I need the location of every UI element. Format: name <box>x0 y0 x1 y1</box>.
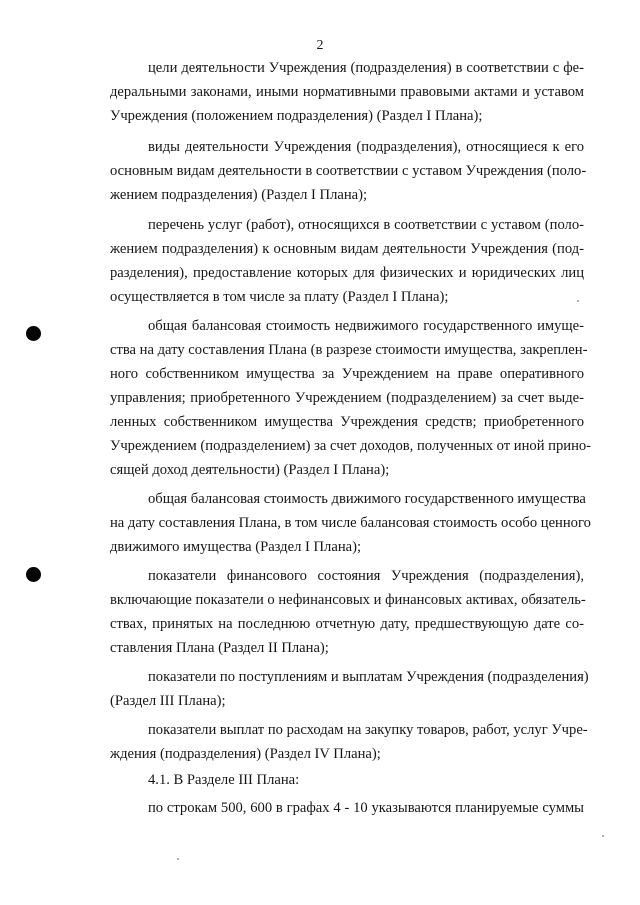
text-line: ставления Плана (Раздел II Плана); <box>110 640 329 656</box>
text-line: Учреждением (подразделением) за счет доходов, полученных от иной прино- <box>110 438 592 454</box>
text-line: Учреждения (положением подразделения) (Раздел I Плана); <box>110 108 483 124</box>
text-line: движимого имущества (Раздел I Плана); <box>110 539 362 555</box>
text-line: на дату составления Плана, в том числе балансовая стоимость особо ценного <box>110 515 591 531</box>
text-line: общая балансовая стоимость движимого государственного имущества <box>148 491 586 507</box>
punch-hole-top <box>26 326 41 341</box>
text-line: ного собственником имущества за Учреждением на праве оперативного <box>110 366 584 382</box>
text-line: ства на дату составления Плана (в разрезе стоимости имущества, закреплен- <box>110 342 588 358</box>
punch-hole-bottom <box>26 567 41 582</box>
text-line: показатели выплат по расходам на закупку товаров, работ, услуг Учре- <box>148 722 588 738</box>
text-line: основным видам деятельности в соответствии с уставом Учреждения (поло- <box>110 163 587 179</box>
text-line: деральными законами, иными нормативными правовыми актами и уставом <box>110 84 584 100</box>
scan-speck <box>602 835 604 837</box>
text-line: управления; приобретенного Учреждением (подразделением) за счет выде- <box>110 390 584 406</box>
text-line: по строкам 500, 600 в графах 4 - 10 указываются планируемые суммы <box>148 800 584 816</box>
text-line: перечень услуг (работ), относящихся в соответствии с уставом (поло- <box>148 217 584 233</box>
text-line: ствах, принятых на последнюю отчетную дату, предшествующую дате со- <box>110 616 584 632</box>
text-line: осуществляется в том числе за плату (Раздел I Плана); <box>110 289 449 305</box>
text-line: ждения (подразделения) (Раздел IV Плана); <box>110 746 381 762</box>
text-line: жением подразделения) (Раздел I Плана); <box>110 187 368 203</box>
text-line: виды деятельности Учреждения (подразделения), относящиеся к его <box>148 139 584 155</box>
text-line: показатели по поступлениям и выплатам Учреждения (подразделения) <box>148 669 589 685</box>
text-line: показатели финансового состояния Учреждения (подразделения), <box>148 568 584 584</box>
text-line: включающие показатели о нефинансовых и финансовых активах, обязатель- <box>110 592 586 608</box>
text-line: цели деятельности Учреждения (подразделения) в соответствии с фе- <box>148 60 584 76</box>
page-number: 2 <box>316 38 324 53</box>
scan-speck <box>177 858 179 860</box>
text-line: разделения), предоставление которых для физических и юридических лиц <box>110 265 584 281</box>
text-line: 4.1. В Разделе III Плана: <box>148 772 300 788</box>
text-line: ленных собственником имущества Учреждения средств; приобретенного <box>110 414 584 430</box>
text-line: (Раздел III Плана); <box>110 693 226 709</box>
text-line: общая балансовая стоимость недвижимого государственного имуще- <box>148 318 584 334</box>
text-line: сящей доход деятельности) (Раздел I Плана); <box>110 462 390 478</box>
text-line: жением подразделения) к основным видам деятельности Учреждения (под- <box>110 241 584 257</box>
